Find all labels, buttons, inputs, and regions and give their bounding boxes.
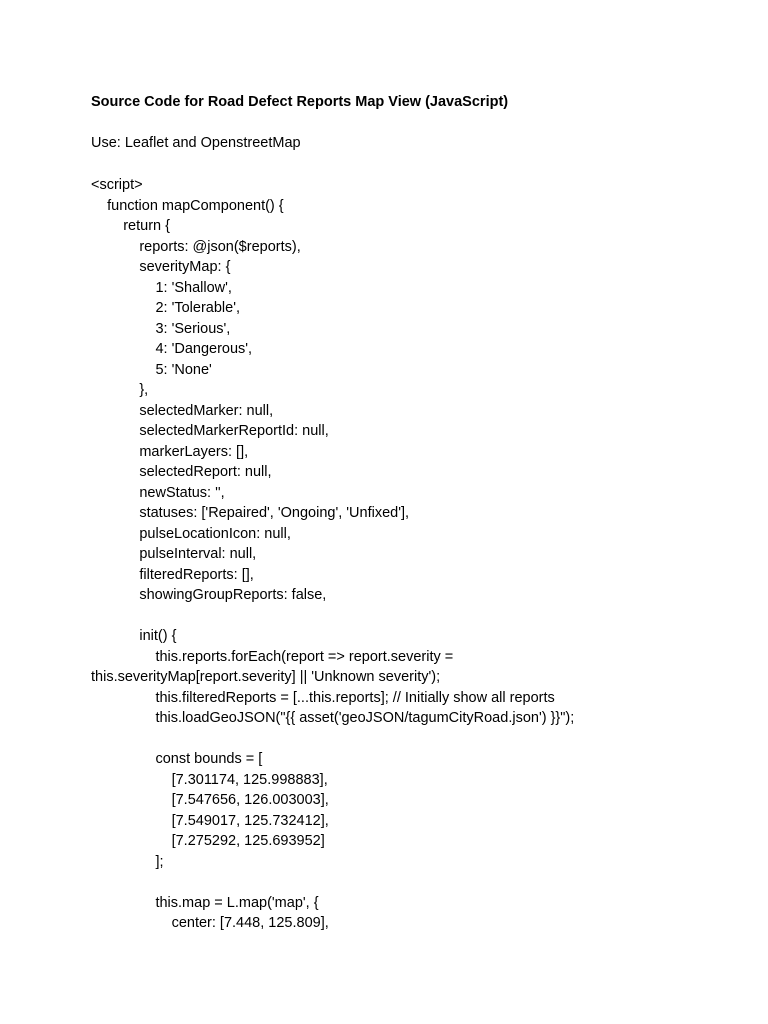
code-line: reports: @json($reports), — [91, 238, 301, 255]
code-line: severityMap: { — [91, 259, 231, 275]
code-line: ]; — [91, 853, 164, 870]
code-line: pulseInterval: null, — [91, 546, 257, 562]
code-line: this.map = L.map('map', { — [91, 894, 319, 911]
code-line — [91, 872, 751, 893]
code-line: init() { — [91, 628, 177, 644]
code-block — [91, 175, 751, 934]
code-line: pulseLocationIcon: null, — [91, 525, 291, 542]
code-line: function mapComponent() { — [91, 197, 284, 214]
document-subtitle: Use: Leaflet and OpenstreetMap — [91, 135, 301, 151]
code-line: this.filteredReports = [...this.reports]; // Initially show all reports — [91, 689, 555, 706]
code-line: <script> — [91, 177, 143, 193]
document-title: Source Code for Road Defect Reports Map View (JavaScript) — [91, 94, 509, 110]
code-line: 1: 'Shallow', — [91, 279, 232, 296]
code-line: newStatus: '', — [91, 484, 225, 501]
code-line — [91, 729, 751, 750]
code-line: [7.301174, 125.998883], — [91, 771, 328, 788]
code-line: selectedMarkerReportId: null, — [91, 423, 329, 439]
code-line: 3: 'Serious', — [91, 320, 231, 337]
code-line: const bounds = [ — [91, 751, 263, 767]
code-line: 4: 'Dangerous', — [91, 341, 253, 357]
code-line: 5: 'None' — [91, 361, 212, 378]
code-line: selectedMarker: null, — [91, 402, 274, 419]
code-line: [7.549017, 125.732412], — [91, 812, 329, 829]
code-line: this.severityMap[report.severity] || 'Unknown severity'); — [91, 669, 441, 685]
code-line: [7.547656, 126.003003], — [91, 792, 329, 808]
code-line: markerLayers: [], — [91, 443, 249, 460]
code-line: filteredReports: [], — [91, 566, 254, 583]
code-line: }, — [91, 382, 149, 398]
code-line — [91, 606, 751, 627]
code-line: showingGroupReports: false, — [91, 587, 327, 603]
code-line: this.reports.forEach(report => report.severity = — [91, 648, 454, 665]
code-line: 2: 'Tolerable', — [91, 300, 240, 316]
code-line: center: [7.448, 125.809], — [91, 915, 329, 931]
code-line: [7.275292, 125.693952] — [91, 833, 325, 849]
code-line: return { — [91, 218, 170, 234]
code-line: statuses: ['Repaired', 'Ongoing', 'Unfixed'], — [91, 505, 410, 521]
code-line: this.loadGeoJSON("{{ asset('geoJSON/tagumCityRoad.json') }}"); — [91, 710, 575, 726]
code-line: selectedReport: null, — [91, 464, 272, 480]
